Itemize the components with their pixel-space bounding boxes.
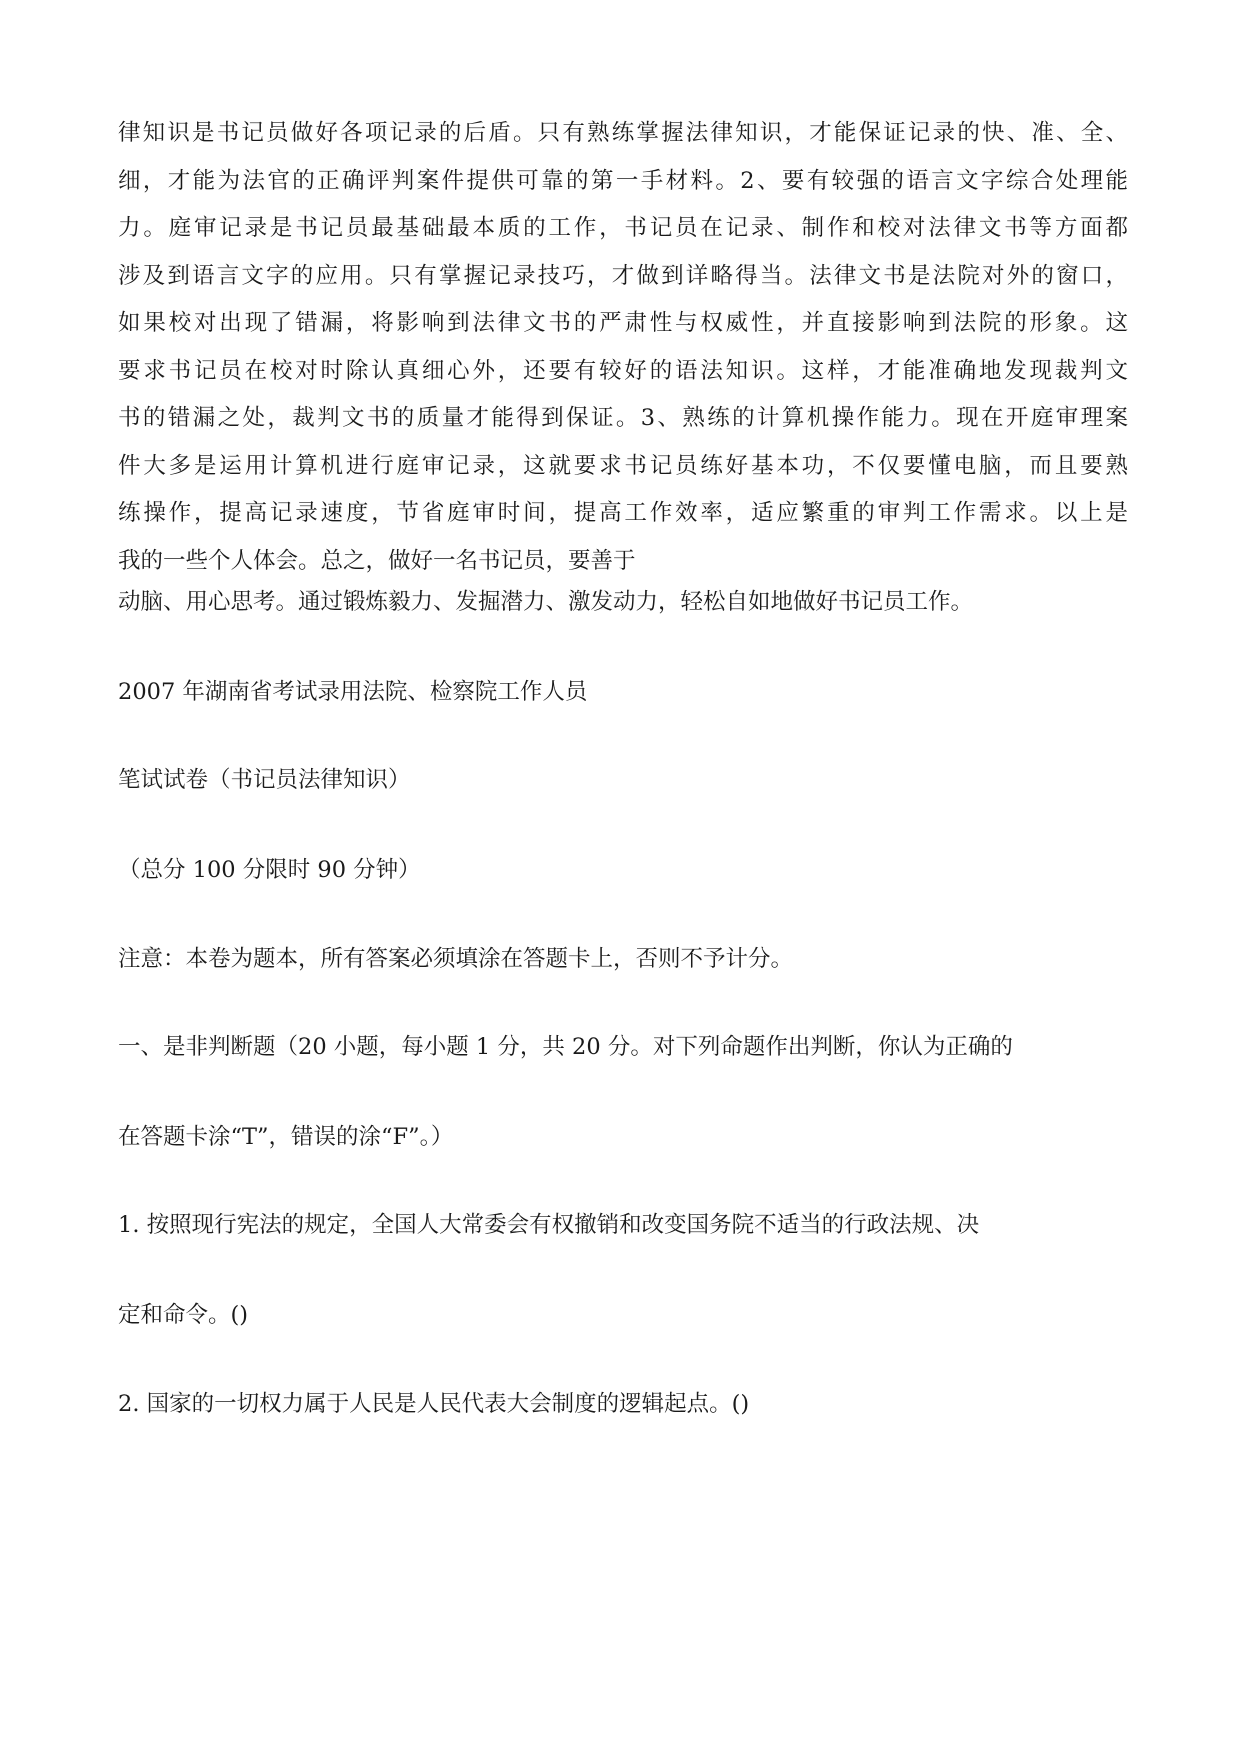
exam-notice: 注意：本卷为题本，所有答案必须填涂在答题卡上，否则不予计分。: [118, 946, 794, 972]
exam-subtitle: 笔试试卷（书记员法律知识）: [118, 767, 411, 793]
paragraph-line: 书的错漏之处，裁判文书的质量才能得到保证。3、熟练的计算机操作能力。现在开庭审理案: [118, 405, 1128, 431]
exam-meta: （总分 100 分限时 90 分钟）: [118, 857, 421, 883]
paragraph-line: 涉及到语言文字的应用。只有掌握记录技巧，才做到详略得当。法律文书是法院对外的窗口，: [118, 262, 1128, 289]
paragraph-line: 律知识是书记员做好各项记录的后盾。只有熟练掌握法律知识，才能保证记录的快、准、全、: [118, 120, 1128, 146]
paragraph-line: 件大多是运用计算机进行庭审记录，这就要求书记员练好基本功，不仅要懂电脑，而且要熟: [118, 452, 1128, 479]
paragraph-line: 要求书记员在校对时除认真细心外，还要有较好的语法知识。这样，才能准确地发现裁判文: [118, 357, 1128, 384]
paragraph-line: 力。庭审记录是书记员最基础最本质的工作，书记员在记录、制作和校对法律文书等方面都: [118, 215, 1128, 241]
section-heading: 一、是非判断题（20 小题，每小题 1 分，共 20 分。对下列命题作出判断，你认为正确的: [118, 1034, 1013, 1060]
question-1-continuation: 定和命令。(): [118, 1302, 249, 1328]
section-heading-continuation: 在答题卡涂“T”，错误的涂“F”。）: [118, 1124, 454, 1150]
paragraph-line: 如果校对出现了错漏，将影响到法律文书的严肃性与权威性，并直接影响到法院的形象。这: [118, 310, 1128, 336]
body-paragraph: [118, 110, 1128, 585]
paragraph-line: 我的一些个人体会。总之，做好一名书记员，要善于: [118, 547, 636, 574]
continuation-line: 动脑、用心思考。通过锻炼毅力、发掘潜力、激发动力，轻松自如地做好书记员工作。: [118, 589, 974, 615]
exam-title: 2007 年湖南省考试录用法院、检察院工作人员: [118, 679, 588, 705]
question-2: 2. 国家的一切权力属于人民是人民代表大会制度的逻辑起点。(): [118, 1391, 750, 1417]
paragraph-line: 细，才能为法官的正确评判案件提供可靠的第一手材料。2、要有较强的语言文字综合处理能: [118, 167, 1128, 194]
question-1: 1. 按照现行宪法的规定，全国人大常委会有权撤销和改变国务院不适当的行政法规、决: [118, 1212, 980, 1238]
paragraph-line: 练操作，提高记录速度，节省庭审时间，提高工作效率，适应繁重的审判工作需求。以上是: [118, 500, 1128, 526]
